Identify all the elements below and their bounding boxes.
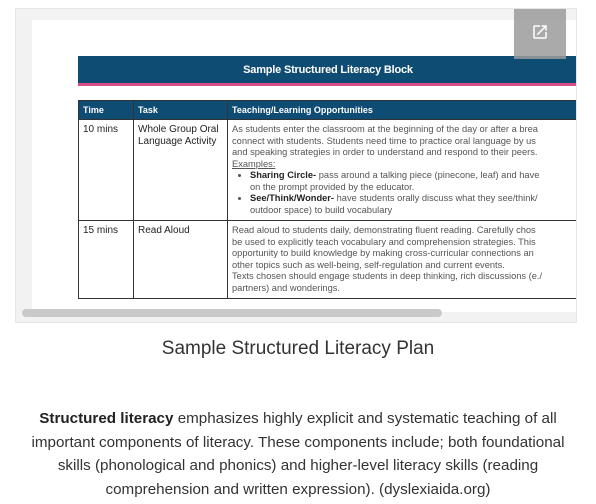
column-header-opportunities: Teaching/Learning Opportunities [228,101,577,120]
document-embed[interactable] [15,8,577,323]
open-in-new-button[interactable] [514,9,566,59]
list-item [250,170,576,193]
literacy-block-table [78,100,576,299]
teaching-line: and speaking strategies in order to understand and respond to their peers. [232,147,538,157]
document-page [32,20,576,312]
task-cell: Whole Group Oral Language Activity [134,120,228,221]
teaching-line: partners) and wonderings. [232,282,341,293]
examples-label: Examples: [232,158,276,169]
document-title-bar [78,56,576,86]
document-title: Sample Structured Literacy Block [243,63,413,76]
example-text-cont: on the prompt provided by the educator. [250,181,415,192]
image-caption: Sample Structured Literacy Plan [161,338,435,359]
time-cell: 10 mins [79,120,134,221]
list-item [250,193,576,216]
time-cell: 15 mins [79,221,134,299]
teaching-line: Read aloud to students daily, demonstrating fluent reading. Carefully chos [232,225,536,235]
teaching-line: opportunity to build knowledge by making cross-curricular connections an [232,248,534,258]
example-name: Sharing Circle- [250,170,317,180]
table-row [79,120,577,221]
teaching-cell [228,221,577,299]
column-header-task: Task [134,101,228,120]
table-header-row [79,101,577,120]
teaching-line: Texts chosen should engage students in deep thinking, rich discussions (e./ [232,271,543,281]
examples-list [232,170,576,216]
example-text-cont: outdoor space) to build vocabulary [250,204,393,215]
column-header-time: Time [79,101,134,120]
example-text: have students orally discuss what they see/think/ [334,193,538,203]
example-name: See/Think/Wonder- [250,193,335,203]
teaching-line: other topics such as well-being, self-regulation and current events. [232,259,505,270]
description-paragraph [20,407,576,501]
description-text: emphasizes highly explicit and systematic teaching of all important components of literacy. These components include; both foundational skills (phonological and phonics) and higher-level literacy skills (reading comprehension and written expression). (dyslexiaida.org) [31,410,565,498]
teaching-line: As students enter the classroom at the beginning of the day or after a brea [232,124,538,134]
table-row [79,221,577,299]
task-cell: Read Aloud [134,221,228,299]
teaching-cell [228,120,577,221]
teaching-line: connect with students. Students need time to practice oral language by us [232,135,536,146]
example-text: pass around a talking piece (pinecone, leaf) and have [316,170,540,180]
horizontal-scrollbar[interactable] [22,309,442,317]
description-bold-term: Structured literacy [39,410,174,428]
teaching-line: be used to explicitly teach vocabulary and comprehension strategies. This [232,236,536,247]
open-in-new-icon [531,23,549,46]
